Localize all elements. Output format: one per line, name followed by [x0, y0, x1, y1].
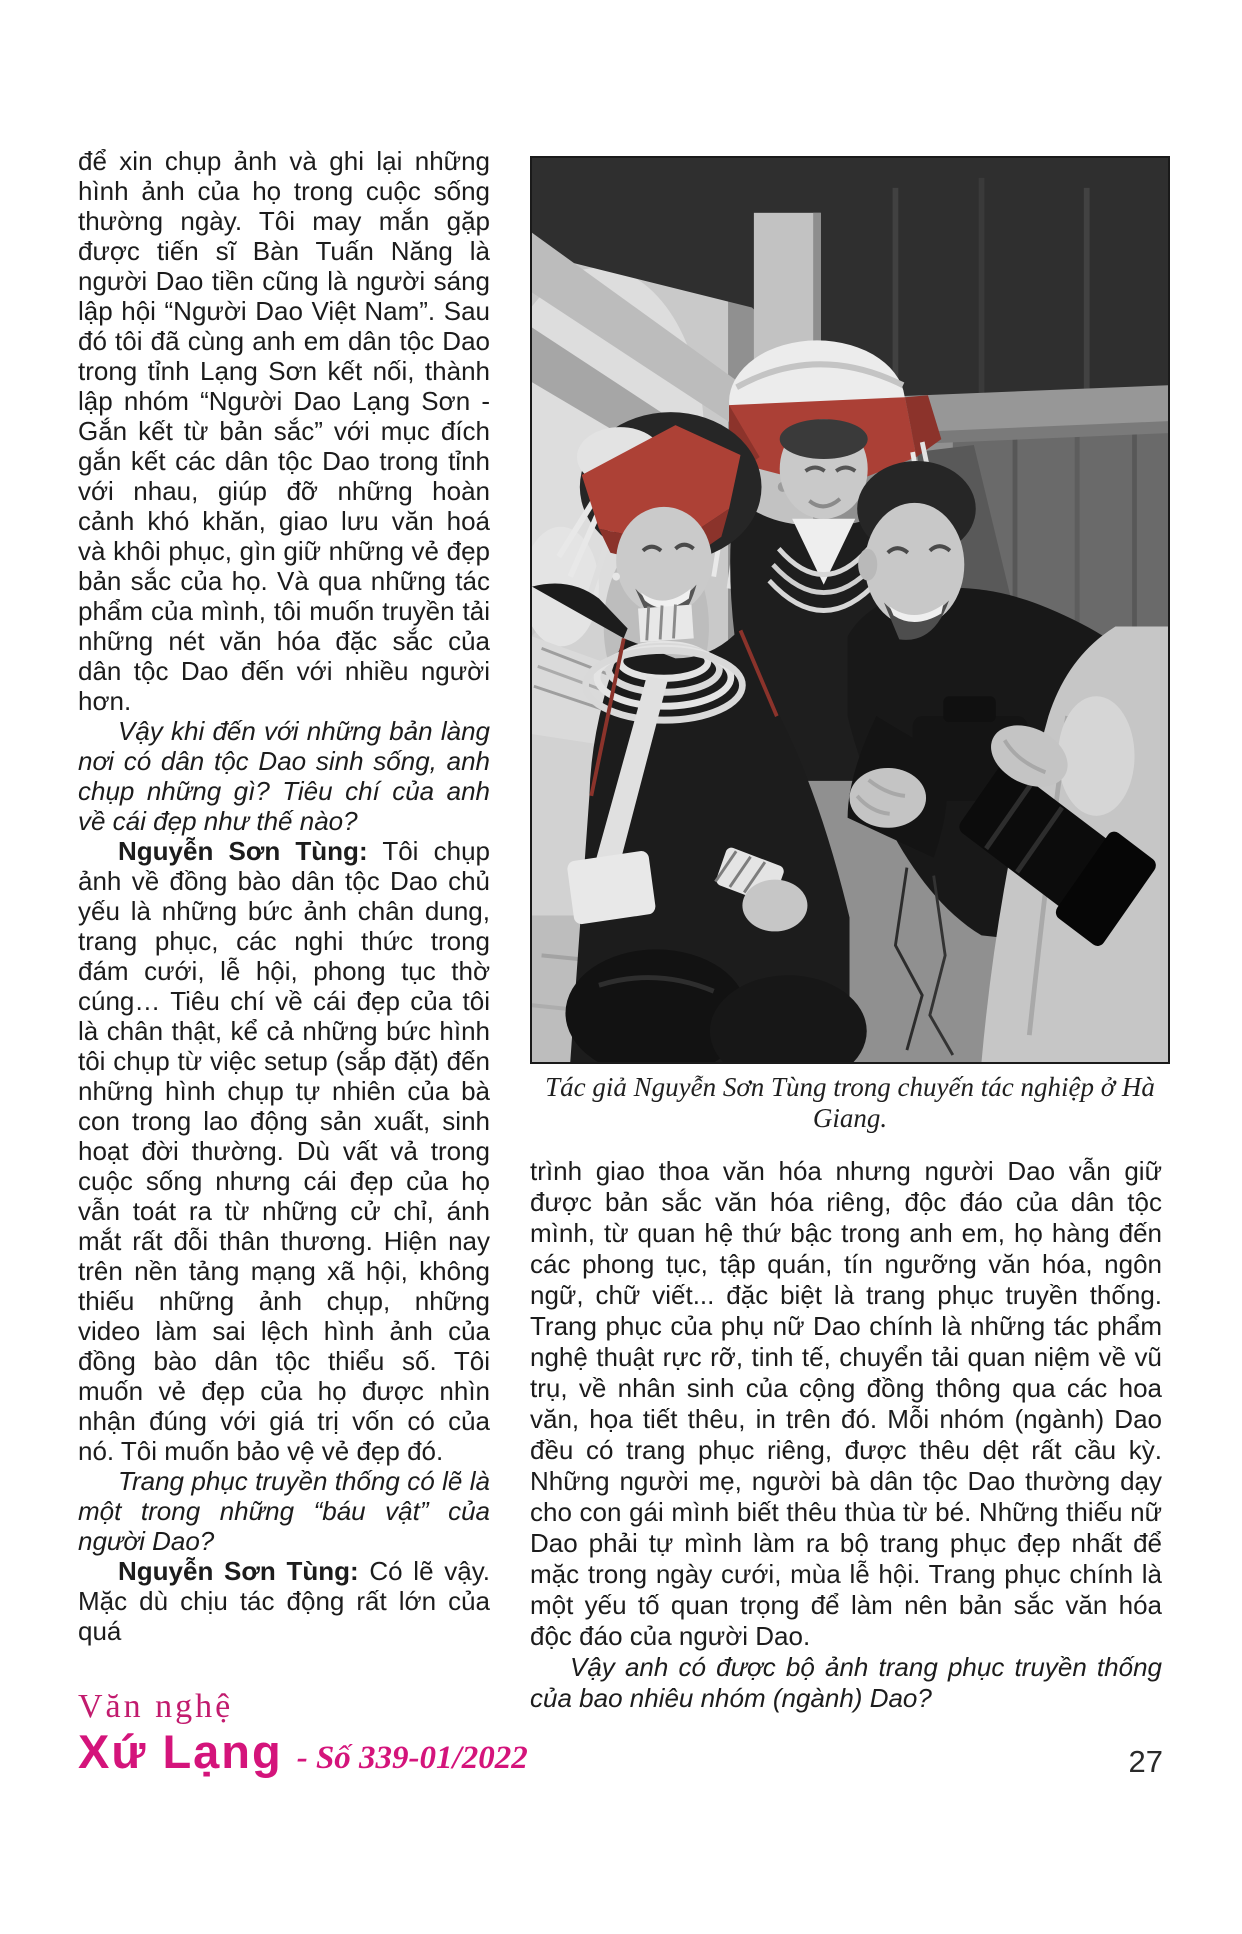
answer-text: Có lẽ vậy. Mặc dù chịu tác động rất lớn của quá [78, 1556, 490, 1646]
left-column [78, 146, 490, 1646]
photo-caption: Tác giả Nguyễn Sơn Tùng trong chuyến tác nghiệp ở Hà Giang. [545, 1072, 1155, 1133]
right-column [530, 1156, 1162, 1714]
interview-question: Trang phục truyền thống có lẽ là một trong những “báu vật” của người Dao? [78, 1466, 490, 1556]
interviewee-name: Nguyễn Sơn Tùng: [118, 836, 368, 866]
interview-answer [78, 836, 490, 1466]
body-paragraph: trình giao thoa văn hóa nhưng người Dao vẫn giữ được bản sắc văn hóa riêng, độc đáo của dân tộc mình, từ quan hệ thứ bậc trong anh em, họ hàng đến các phong tục, tập quán, tín ngưỡng văn hóa, ngôn ngữ, chữ viết... đặc biệt là trang phục truyền thống. Trang phục của phụ nữ Dao chính là những tác phẩm nghệ thuật rực rỡ, tinh tế, chuyển tải quan niệm về vũ trụ, về nhân sinh của cộng đồng thông qua các hoa văn, họa tiết thêu, in trên đó. Mỗi nhóm (ngành) Dao đều có trang phục riêng, được thêu dệt rất cầu kỳ. Những người mẹ, người bà dân tộc Dao thường dạy cho con gái mình biết thêu thùa từ bé. Những thiếu nữ Dao phải tự mình làm ra bộ trang phục đẹp nhất để mặc trong ngày cưới, mùa lễ hội. Trang phục chính là một yếu tố quan trọng để làm nên bản sắc văn hóa độc đáo của người Dao. [530, 1156, 1162, 1651]
interview-answer [78, 1556, 490, 1646]
article-photo [530, 156, 1170, 1064]
interviewee-name: Nguyễn Sơn Tùng: [118, 1556, 359, 1586]
magazine-name-bottom-row [78, 1725, 528, 1778]
issue-number: - Số 339-01/2022 [296, 1740, 528, 1776]
photo-illustration [532, 158, 1168, 1062]
magazine-name: Xứ Lạng [78, 1725, 283, 1778]
page-number: 27 [1128, 1744, 1163, 1779]
body-paragraph: để xin chụp ảnh và ghi lại những hình ảnh của họ trong cuộc sống thường ngày. Tôi may mắn gặp được tiến sĩ Bàn Tuấn Năng là người Dao tiền cũng là người sáng lập hội “Người Dao Việt Nam”. Sau đó tôi đã cùng anh em dân tộc Dao trong tỉnh Lạng Sơn kết nối, thành lập nhóm “Người Dao Lạng Sơn - Gắn kết từ bản sắc” với mục đích gắn kết các dân tộc Dao trong tỉnh với nhau, giúp đỡ những hoàn cảnh khó khăn, giao lưu văn hoá và khôi phục, gìn giữ những vẻ đẹp bản sắc của họ. Và qua những tác phẩm của mình, tôi muốn truyền tải những nét văn hóa đặc sắc của dân tộc Dao đến với nhiều người hơn. [78, 146, 490, 716]
magazine-logo [78, 1688, 528, 1778]
interview-question: Vậy anh có được bộ ảnh trang phục truyền thống của bao nhiêu nhóm (ngành) Dao? [530, 1652, 1162, 1713]
magazine-name-top: Văn nghệ [78, 1688, 234, 1725]
interview-question: Vậy khi đến với những bản làng nơi có dân tộc Dao sinh sống, anh chụp những gì? Tiêu chí của anh về cái đẹp như thế nào? [78, 716, 490, 836]
answer-text: Tôi chụp ảnh về đồng bào dân tộc Dao chủ yếu là những bức ảnh chân dung, trang phục, các nghi thức trong đám cưới, lễ hội, phong tục thờ cúng… Tiêu chí về cái đẹp của tôi là chân thật, kể cả những bức hình tôi chụp từ việc setup (sắp đặt) đến những hình chụp tự nhiên của bà con trong lao động sản xuất, sinh hoạt đời thường. Dù vất vả trong cuộc sống nhưng cái đẹp của họ vẫn toát ra từ những cử chỉ, ánh mắt rất đỗi thân thương. Hiện nay trên nền tảng mạng xã hội, không thiếu những ảnh chụp, những video làm sai lệch hình ảnh của đồng bào dân tộc thiểu số. Tôi muốn vẻ đẹp của họ được nhìn nhận đúng với giá trị vốn có của nó. Tôi muốn bảo vệ vẻ đẹp đó. [78, 836, 490, 1466]
